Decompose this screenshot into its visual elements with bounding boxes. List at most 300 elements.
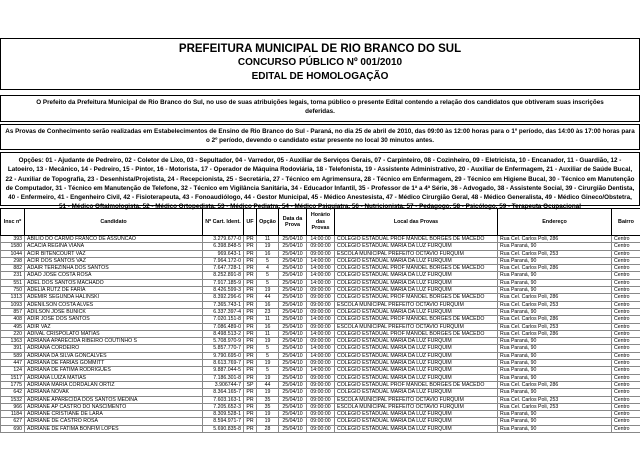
endereco-cell: Rua Paraná, 90 xyxy=(498,279,612,286)
candidato-cell: ADRIANA LUIZA MATIAS xyxy=(25,374,203,381)
table-row xyxy=(1,389,640,396)
endereco-cell: Rua Paraná, 90 xyxy=(498,360,612,367)
table-row xyxy=(1,352,640,359)
data-prova-cell: 25/04/10 xyxy=(279,367,307,374)
data-prova-cell: 25/04/10 xyxy=(279,301,307,308)
insc-cell: 882 xyxy=(1,265,25,272)
horario-cell: 09:00:00 xyxy=(307,287,335,294)
endereco-cell: Rua Paraná, 90 xyxy=(498,418,612,425)
title-block xyxy=(0,38,640,90)
uf-cell: PR xyxy=(244,250,257,257)
local-cell: COLEGIO ESTADUAL PROF MANOEL BORGES DE MACEDO xyxy=(335,265,498,272)
candidato-cell: ADAO JOSE COSTA ROSA xyxy=(25,272,203,279)
uf-cell: PR xyxy=(244,360,257,367)
opcao-cell: 19 xyxy=(257,243,279,250)
horario-cell: 09:00:00 xyxy=(307,308,335,315)
endereco-cell: Rua Cel. Carlos Poli, 286 xyxy=(498,330,612,337)
candidato-cell: ADRIANA MARIA CORDALAN ORTIZ xyxy=(25,381,203,388)
insc-cell: 231 xyxy=(1,272,25,279)
bairro-cell: Centro xyxy=(612,272,640,279)
endereco-cell: Rua Paraná, 90 xyxy=(498,345,612,352)
horario-cell: 09:00:00 xyxy=(307,360,335,367)
candidato-cell: ACIR DOS SANTOS VAZ xyxy=(25,257,203,264)
opcao-cell: 35 xyxy=(257,396,279,403)
candidato-cell: ADRIANE DE FATIMA BONFIM LOPES xyxy=(25,425,203,432)
opcao-cell: 19 xyxy=(257,418,279,425)
local-cell: COLEGIO ESTADUAL PROF MANOEL BORGES DE MACEDO xyxy=(335,236,498,243)
candidates-table xyxy=(0,208,640,433)
endereco-cell: Rua Paraná, 90 xyxy=(498,425,612,432)
candidato-cell: ADELIA RUTZ DE FARIA xyxy=(25,287,203,294)
table-row xyxy=(1,418,640,425)
local-cell: COLEGIO ESTADUAL MARIA DA LUZ FURQUIM xyxy=(335,411,498,418)
candidato-cell: ADRIANA APARECIDA RIBEIRO COUTINHO S xyxy=(25,338,203,345)
local-cell: COLEGIO ESTADUAL MARIA DA LUZ FURQUIM xyxy=(335,360,498,367)
horario-cell: 14:00:00 xyxy=(307,352,335,359)
cart-ident-cell: 5.708.970-9 xyxy=(203,338,244,345)
uf-cell: PR xyxy=(244,345,257,352)
opcao-cell: 19 xyxy=(257,338,279,345)
uf-cell: PR xyxy=(244,411,257,418)
data-prova-cell: 25/04/10 xyxy=(279,403,307,410)
local-cell: COLEGIO ESTADUAL PROF MANOEL BORGES DE MACEDO xyxy=(335,330,498,337)
cart-ident-cell: 9.790.695-0 xyxy=(203,352,244,359)
local-cell: ESCOLA MUNICIPAL PREFEITO OCTAVIO FURQUIM xyxy=(335,403,498,410)
opcao-cell: 5 xyxy=(257,345,279,352)
insc-cell: 393 xyxy=(1,236,25,243)
endereco-cell: Rua Cel. Carlos Poli, 253 xyxy=(498,250,612,257)
cart-ident-cell: 7.603.163-1 xyxy=(203,396,244,403)
local-cell: COLEGIO ESTADUAL MARIA DA LUZ FURQUIM xyxy=(335,338,498,345)
endereco-cell: Rua Paraná, 90 xyxy=(498,257,612,264)
insc-cell: 1532 xyxy=(1,396,25,403)
col-cart-ident: Nº Cart. Ident. xyxy=(203,209,244,236)
bairro-cell: Centro xyxy=(612,418,640,425)
cart-ident-cell: 6.398.848-5 xyxy=(203,243,244,250)
table-row xyxy=(1,316,640,323)
header-line-2: CONCURSO PÚBLICO Nº 001/2010 xyxy=(237,57,403,68)
horario-cell: 09:00:00 xyxy=(307,411,335,418)
local-cell: ESCOLA MUNICIPAL PREFEITO OCTAVIO FURQUIM xyxy=(335,323,498,330)
cart-ident-cell: 8.364.165-7 xyxy=(203,389,244,396)
horario-cell: 09:00:00 xyxy=(307,381,335,388)
candidato-cell: ADRIANA NOVAK xyxy=(25,389,203,396)
opcao-cell: 35 xyxy=(257,403,279,410)
endereco-cell: Rua Cel. Carlos Poli, 286 xyxy=(498,265,612,272)
candidato-cell: ADENILSON COSTA ALVES xyxy=(25,301,203,308)
bairro-cell: Centro xyxy=(612,338,640,345)
table-row xyxy=(1,396,640,403)
insc-cell: 1363 xyxy=(1,338,25,345)
local-cell: COLEGIO ESTADUAL MARIA DA LUZ FURQUIM xyxy=(335,279,498,286)
cart-ident-cell: 5.857.770-7 xyxy=(203,345,244,352)
candidato-cell: ADIVAL CRISPOLATO MATIAS xyxy=(25,330,203,337)
table-row xyxy=(1,287,640,294)
uf-cell: PR xyxy=(244,287,257,294)
insc-cell: 1580 xyxy=(1,243,25,250)
horario-cell: 14:00:00 xyxy=(307,257,335,264)
cart-ident-cell: 3.906744-7 xyxy=(203,381,244,388)
data-prova-cell: 25/04/10 xyxy=(279,360,307,367)
bairro-cell: Centro xyxy=(612,360,640,367)
uf-cell: PR xyxy=(244,236,257,243)
horario-cell: 14:00:00 xyxy=(307,236,335,243)
opcao-cell: 19 xyxy=(257,374,279,381)
local-cell: COLEGIO ESTADUAL MARIA DA LUZ FURQUIM xyxy=(335,418,498,425)
endereco-cell: Rua Paraná, 90 xyxy=(498,308,612,315)
cart-ident-cell: 8.392.296-6 xyxy=(203,294,244,301)
insc-cell: 1044 xyxy=(1,250,25,257)
table-row xyxy=(1,257,640,264)
local-cell: COLEGIO ESTADUAL MARIA DA LUZ FURQUIM xyxy=(335,389,498,396)
endereco-cell: Rua Paraná, 90 xyxy=(498,411,612,418)
horario-cell: 09:00:00 xyxy=(307,294,335,301)
endereco-cell: Rua Paraná, 90 xyxy=(498,389,612,396)
col-candidato: Candidato xyxy=(25,209,203,236)
candidato-cell: ADRIANE APARECIDA DOS SANTOS MEDINA xyxy=(25,396,203,403)
insc-cell: 124 xyxy=(1,367,25,374)
bairro-cell: Centro xyxy=(612,396,640,403)
horario-cell: 09:00:00 xyxy=(307,374,335,381)
endereco-cell: Rua Paraná, 90 xyxy=(498,352,612,359)
bairro-cell: Centro xyxy=(612,257,640,264)
horario-cell: 09:00:00 xyxy=(307,403,335,410)
local-cell: COLEGIO ESTADUAL MARIA DA LUZ FURQUIM xyxy=(335,243,498,250)
local-cell: ESCOLA MUNICIPAL PREFEITO OCTAVIO FURQUIM xyxy=(335,250,498,257)
table-row xyxy=(1,272,640,279)
uf-cell: PR xyxy=(244,272,257,279)
opcao-cell: 19 xyxy=(257,360,279,367)
insc-cell: 551 xyxy=(1,279,25,286)
candidato-cell: ADRIANA CORDEIRO xyxy=(25,345,203,352)
local-cell: COLEGIO ESTADUAL PROF MANOEL BORGES DE MACEDO xyxy=(335,381,498,388)
table-row xyxy=(1,279,640,286)
insc-cell: 447 xyxy=(1,360,25,367)
opcao-cell: 4 xyxy=(257,265,279,272)
col-bairro: Bairro xyxy=(612,209,640,236)
cart-ident-cell: 7.086.489-0 xyxy=(203,323,244,330)
uf-cell: PR xyxy=(244,294,257,301)
opcao-cell: 28 xyxy=(257,425,279,432)
uf-cell: PR xyxy=(244,243,257,250)
endereco-cell: Rua Cel. Carlos Poli, 286 xyxy=(498,294,612,301)
candidato-cell: ADIR VAZ xyxy=(25,323,203,330)
cart-ident-cell: 969.643-1 xyxy=(203,250,244,257)
bairro-cell: Centro xyxy=(612,411,640,418)
uf-cell: PR xyxy=(244,330,257,337)
bairro-cell: Centro xyxy=(612,389,640,396)
horario-cell: 09:00:00 xyxy=(307,301,335,308)
bairro-cell: Centro xyxy=(612,243,640,250)
uf-cell: PR xyxy=(244,352,257,359)
endereco-cell: Rua Cel. Carlos Poli, 286 xyxy=(498,316,612,323)
cart-ident-cell: 7.020.151-8 xyxy=(203,316,244,323)
options-list: Opções: 01 - Ajudante de Pedreiro, 02 - Coletor de Lixo, 03 - Sepultador, 04 - Varredor, 05 - Auxiliar de Serviços Gerais, 07 - Carpinteiro, 08 - Cozinheiro, 09 - Eletricista, 10 - Encanador, 11 - Guardião, 12 - Latoeiro, 13 - Mecânico, 14 - Pedreiro, 15 - Pintor, 16 - Motorista, 17 - Operador de Máquina Rodoviária, 18 - Telefonista, 19 - Assistente Administrativo, 20 - Auxiliar de Enfermagem, 21 - Auxiliar de Saúde Bucal, 22 - Auxiliar de Topografia, 23 - Desenhista/Projetista, 24 - Recepcionista, 25 - Secretária, 27 - Técnico em Agrimensura, 28 - Técnico em Enfermagem, 29 - Técnico em Higiene Bucal, 30 - Técnico em Manutenção de Computador, 31 - Técnico em Manutenção de Telefone, 32 - Técnico em Vigilância Sanitária, 34 - Educador Infantil, 35 - Professor de 1ª a 4ª Série, 36 - Advogado, 38 - Assistente Social, 39 - Cirurgião Dentista, 40 - Enfermeiro, 41 - Engenheiro Civil, 42 - Fisioterapeuta, 43 - Fonoaudiólogo, 44 - Gestor Municipal, 45 - Médico Anestesista, 47 - Médico Cirurgião Geral, 48 - Médico Generalista, 49 - Médico Gineco/Obstetra, 51 - Médico Oftalmologista, 52 - Médico Ortopedista, 53 - Médico Pediatra, 54 - Médico Psiquiatra, 56 - Nutricionista, 57 - Pedagogo, 58 - Psicólogo, 59 - Terapeuta Ocupacional xyxy=(0,152,640,206)
cart-ident-cell: 6.337.397-4 xyxy=(203,308,244,315)
local-cell: COLEGIO ESTADUAL MARIA DA LUZ FURQUIM xyxy=(335,308,498,315)
cart-ident-cell: 8.252.891-8 xyxy=(203,272,244,279)
insc-cell: 220 xyxy=(1,330,25,337)
bairro-cell: Centro xyxy=(612,345,640,352)
table-row xyxy=(1,367,640,374)
data-prova-cell: 25/04/10 xyxy=(279,316,307,323)
insc-cell: 1313 xyxy=(1,294,25,301)
table-row xyxy=(1,250,640,257)
table-row xyxy=(1,411,640,418)
opcao-cell: 11 xyxy=(257,316,279,323)
candidato-cell: ADEL DOS SANTOS MACHADO xyxy=(25,279,203,286)
insc-cell: 391 xyxy=(1,345,25,352)
horario-cell: 14:00:00 xyxy=(307,367,335,374)
horario-cell: 09:00:00 xyxy=(307,250,335,257)
data-prova-cell: 25/04/10 xyxy=(279,345,307,352)
horario-cell: 09:00:00 xyxy=(307,418,335,425)
col-data-prova: Data da Prova xyxy=(279,209,307,236)
candidato-cell: ACACIA REGINA VIANA xyxy=(25,243,203,250)
uf-cell: PR xyxy=(244,308,257,315)
uf-cell: PR xyxy=(244,279,257,286)
local-cell: COLEGIO ESTADUAL MARIA DA LUZ FURQUIM xyxy=(335,352,498,359)
cart-ident-cell: 7.647.728-1 xyxy=(203,265,244,272)
data-prova-cell: 25/04/10 xyxy=(279,425,307,432)
insc-cell: 690 xyxy=(1,425,25,432)
cart-ident-cell: 7.365.743-1 xyxy=(203,301,244,308)
bairro-cell: Centro xyxy=(612,301,640,308)
cart-ident-cell: 5.690.835-8 xyxy=(203,425,244,432)
insc-cell: 408 xyxy=(1,316,25,323)
cart-ident-cell: 7.917.185-9 xyxy=(203,279,244,286)
horario-cell: 09:00:00 xyxy=(307,396,335,403)
uf-cell: PR xyxy=(244,257,257,264)
local-cell: ESCOLA MUNICIPAL PREFEITO OCTAVIO FURQUIM xyxy=(335,301,498,308)
horario-cell: 09:00:00 xyxy=(307,338,335,345)
col-horario: Horário das Provas xyxy=(307,209,335,236)
table-row xyxy=(1,338,640,345)
uf-cell: PR xyxy=(244,301,257,308)
uf-cell: PR xyxy=(244,403,257,410)
local-cell: COLEGIO ESTADUAL MARIA DA LUZ FURQUIM xyxy=(335,425,498,432)
data-prova-cell: 25/04/10 xyxy=(279,352,307,359)
uf-cell: PR xyxy=(244,425,257,432)
cart-ident-cell: 8.594.971-7 xyxy=(203,418,244,425)
opcao-cell: 5 xyxy=(257,272,279,279)
table-row xyxy=(1,323,640,330)
table-row xyxy=(1,360,640,367)
horario-cell: 14:00:00 xyxy=(307,330,335,337)
uf-cell: PR xyxy=(244,389,257,396)
endereco-cell: Rua Paraná, 90 xyxy=(498,374,612,381)
horario-cell: 14:00:00 xyxy=(307,272,335,279)
endereco-cell: Rua Cel. Carlos Poli, 286 xyxy=(498,236,612,243)
local-cell: COLEGIO ESTADUAL PROF MANOEL BORGES DE MACEDO xyxy=(335,294,498,301)
opcao-cell: 44 xyxy=(257,381,279,388)
opcao-cell: 19 xyxy=(257,411,279,418)
horario-cell: 09:00:00 xyxy=(307,243,335,250)
candidato-cell: ADIR JOSE DOS SANTOS xyxy=(25,316,203,323)
uf-cell: PR xyxy=(244,323,257,330)
cart-ident-cell: 7.186.301-8 xyxy=(203,374,244,381)
uf-cell: PR xyxy=(244,396,257,403)
local-cell: COLEGIO ESTADUAL MARIA DA LUZ FURQUIM xyxy=(335,272,498,279)
insc-cell: 589 xyxy=(1,352,25,359)
cart-ident-cell: 3.279.677-0 xyxy=(203,236,244,243)
opcao-cell: 16 xyxy=(257,250,279,257)
local-cell: COLEGIO ESTADUAL MARIA DA LUZ FURQUIM xyxy=(335,257,498,264)
cart-ident-cell: 7.964.172-0 xyxy=(203,257,244,264)
table-row xyxy=(1,425,640,432)
table-row xyxy=(1,236,640,243)
data-prova-cell: 25/04/10 xyxy=(279,411,307,418)
endereco-cell: Rua Paraná, 90 xyxy=(498,272,612,279)
insc-cell: 627 xyxy=(1,418,25,425)
local-cell: ESCOLA MUNICIPAL PREFEITO OCTAVIO FURQUIM xyxy=(335,396,498,403)
candidato-cell: ADEMIR SEGUNDA HALINSKI xyxy=(25,294,203,301)
opcao-cell: 5 xyxy=(257,279,279,286)
cart-ident-cell: 7.205.652-3 xyxy=(203,403,244,410)
endereco-cell: Rua Cel. Carlos Poli, 253 xyxy=(498,301,612,308)
data-prova-cell: 25/04/10 xyxy=(279,257,307,264)
opcao-cell: 44 xyxy=(257,294,279,301)
bairro-cell: Centro xyxy=(612,330,640,337)
uf-cell: PR xyxy=(244,367,257,374)
bairro-cell: Centro xyxy=(612,279,640,286)
endereco-cell: Rua Cel. Carlos Poli, 253 xyxy=(498,323,612,330)
bairro-cell: Centro xyxy=(612,316,640,323)
horario-cell: 14:00:00 xyxy=(307,345,335,352)
bairro-cell: Centro xyxy=(612,367,640,374)
cart-ident-cell: 8.498.513-2 xyxy=(203,330,244,337)
bairro-cell: Centro xyxy=(612,323,640,330)
bairro-cell: Centro xyxy=(612,265,640,272)
data-prova-cell: 25/04/10 xyxy=(279,272,307,279)
opcao-cell: 5 xyxy=(257,367,279,374)
insc-cell: 642 xyxy=(1,389,25,396)
local-cell: COLEGIO ESTADUAL MARIA DA LUZ FURQUIM xyxy=(335,367,498,374)
data-prova-cell: 25/04/10 xyxy=(279,236,307,243)
opcao-cell: 11 xyxy=(257,236,279,243)
cart-ident-cell: 9.887.044-5 xyxy=(203,367,244,374)
insc-cell: 1184 xyxy=(1,411,25,418)
candidato-cell: ACIR BITENCOURT VAZ xyxy=(25,250,203,257)
bairro-cell: Centro xyxy=(612,250,640,257)
table-header-row xyxy=(1,209,640,236)
col-uf: UF xyxy=(244,209,257,236)
uf-cell: PR xyxy=(244,338,257,345)
table-row xyxy=(1,403,640,410)
opcao-cell: 23 xyxy=(257,308,279,315)
insc-cell: 966 xyxy=(1,403,25,410)
insc-cell: 750 xyxy=(1,287,25,294)
table-row xyxy=(1,294,640,301)
bairro-cell: Centro xyxy=(612,294,640,301)
candidato-cell: ADRIANA DE FATIMA RODRIGUES xyxy=(25,367,203,374)
endereco-cell: Rua Cel. Carlos Poli, 286 xyxy=(498,381,612,388)
horario-cell: 09:00:00 xyxy=(307,389,335,396)
uf-cell: PR xyxy=(244,418,257,425)
endereco-cell: Rua Paraná, 90 xyxy=(498,243,612,250)
bairro-cell: Centro xyxy=(612,425,640,432)
horario-cell: 14:00:00 xyxy=(307,279,335,286)
local-cell: COLEGIO ESTADUAL MARIA DA LUZ FURQUIM xyxy=(335,345,498,352)
bairro-cell: Centro xyxy=(612,403,640,410)
candidato-cell: ADRIANA DE FARIAS GOMMITT xyxy=(25,360,203,367)
opcao-cell: 5 xyxy=(257,257,279,264)
endereco-cell: Rua Paraná, 90 xyxy=(498,367,612,374)
opcao-cell: 16 xyxy=(257,301,279,308)
endereco-cell: Rua Paraná, 90 xyxy=(498,338,612,345)
horario-cell: 14:00:00 xyxy=(307,316,335,323)
data-prova-cell: 25/04/10 xyxy=(279,338,307,345)
data-prova-cell: 25/04/10 xyxy=(279,287,307,294)
header-line-1: PREFEITURA MUNICIPAL DE RIO BRANCO DO SUL xyxy=(178,43,462,55)
horario-cell: 09:00:00 xyxy=(307,323,335,330)
candidato-cell: ABILIO DO CARMO FRANCO DE ASSUNCAO xyxy=(25,236,203,243)
table-row xyxy=(1,243,640,250)
insc-cell: 1093 xyxy=(1,301,25,308)
horario-cell: 14:00:00 xyxy=(307,265,335,272)
col-local: Local das Provas xyxy=(335,209,498,236)
bairro-cell: Centro xyxy=(612,287,640,294)
table-row xyxy=(1,301,640,308)
local-cell: COLEGIO ESTADUAL MARIA DA LUZ FURQUIM xyxy=(335,287,498,294)
opcao-cell: 5 xyxy=(257,352,279,359)
col-endereco: Endereço xyxy=(498,209,612,236)
opcao-cell: 16 xyxy=(257,323,279,330)
endereco-cell: Rua Paraná, 90 xyxy=(498,287,612,294)
bairro-cell: Centro xyxy=(612,236,640,243)
bairro-cell: Centro xyxy=(612,308,640,315)
col-opcao: Opção xyxy=(257,209,279,236)
bairro-cell: Centro xyxy=(612,374,640,381)
uf-cell: SP xyxy=(244,381,257,388)
exam-notice: As Provas de Conhecimento serão realizadas em Estabelecimentos de Ensino de Rio Branco do Sul - Paraná, no dia 25 de abril de 2010, das 09:00 às 12:00 horas para o 1º período, das 14:00 às 17:00 horas para o 2º período, devendo o candidato estar presente no local 30 minutos antes. xyxy=(0,124,640,150)
data-prova-cell: 25/04/10 xyxy=(279,308,307,315)
table-row xyxy=(1,374,640,381)
data-prova-cell: 25/04/10 xyxy=(279,323,307,330)
cart-ident-cell: 8.309.528-1 xyxy=(203,411,244,418)
data-prova-cell: 25/04/10 xyxy=(279,381,307,388)
cart-ident-cell: 8.426.599-3 xyxy=(203,287,244,294)
horario-cell: 09:00:00 xyxy=(307,425,335,432)
data-prova-cell: 25/04/10 xyxy=(279,389,307,396)
intro-text: O Prefeito da Prefeitura Municipal de Rio Branco do Sul, no uso de suas atribuições legais, torna público o presente Edital contendo a relação dos candidatos que obtiveram suas inscrições deferidas. xyxy=(0,95,640,122)
cart-ident-cell: 8.613.769-7 xyxy=(203,360,244,367)
candidato-cell: ADRIANE AP CASTRO DO NASCIMENTO xyxy=(25,403,203,410)
candidato-cell: ADRIANA DA SILVA GONCALVES xyxy=(25,352,203,359)
data-prova-cell: 25/04/10 xyxy=(279,374,307,381)
table-row xyxy=(1,330,640,337)
insc-cell: 495 xyxy=(1,323,25,330)
opcao-cell: 19 xyxy=(257,389,279,396)
uf-cell: PR xyxy=(244,316,257,323)
opcao-cell: 19 xyxy=(257,287,279,294)
local-cell: COLEGIO ESTADUAL PROF MANOEL BORGES DE MACEDO xyxy=(335,316,498,323)
candidato-cell: ADAIR TEREZINHA DOS SANTOS xyxy=(25,265,203,272)
insc-cell: 1775 xyxy=(1,381,25,388)
bairro-cell: Centro xyxy=(612,381,640,388)
data-prova-cell: 25/04/10 xyxy=(279,330,307,337)
table-row xyxy=(1,345,640,352)
data-prova-cell: 25/04/10 xyxy=(279,243,307,250)
data-prova-cell: 25/04/10 xyxy=(279,279,307,286)
candidato-cell: ADRIANE CRISTIANE DE LARA xyxy=(25,411,203,418)
candidato-cell: ADRIANE DE CASTRO ROSA xyxy=(25,418,203,425)
endereco-cell: Rua Cel. Carlos Poli, 253 xyxy=(498,403,612,410)
table-row xyxy=(1,381,640,388)
endereco-cell: Rua Cel. Carlos Poli, 253 xyxy=(498,396,612,403)
table-row xyxy=(1,308,640,315)
bairro-cell: Centro xyxy=(612,352,640,359)
